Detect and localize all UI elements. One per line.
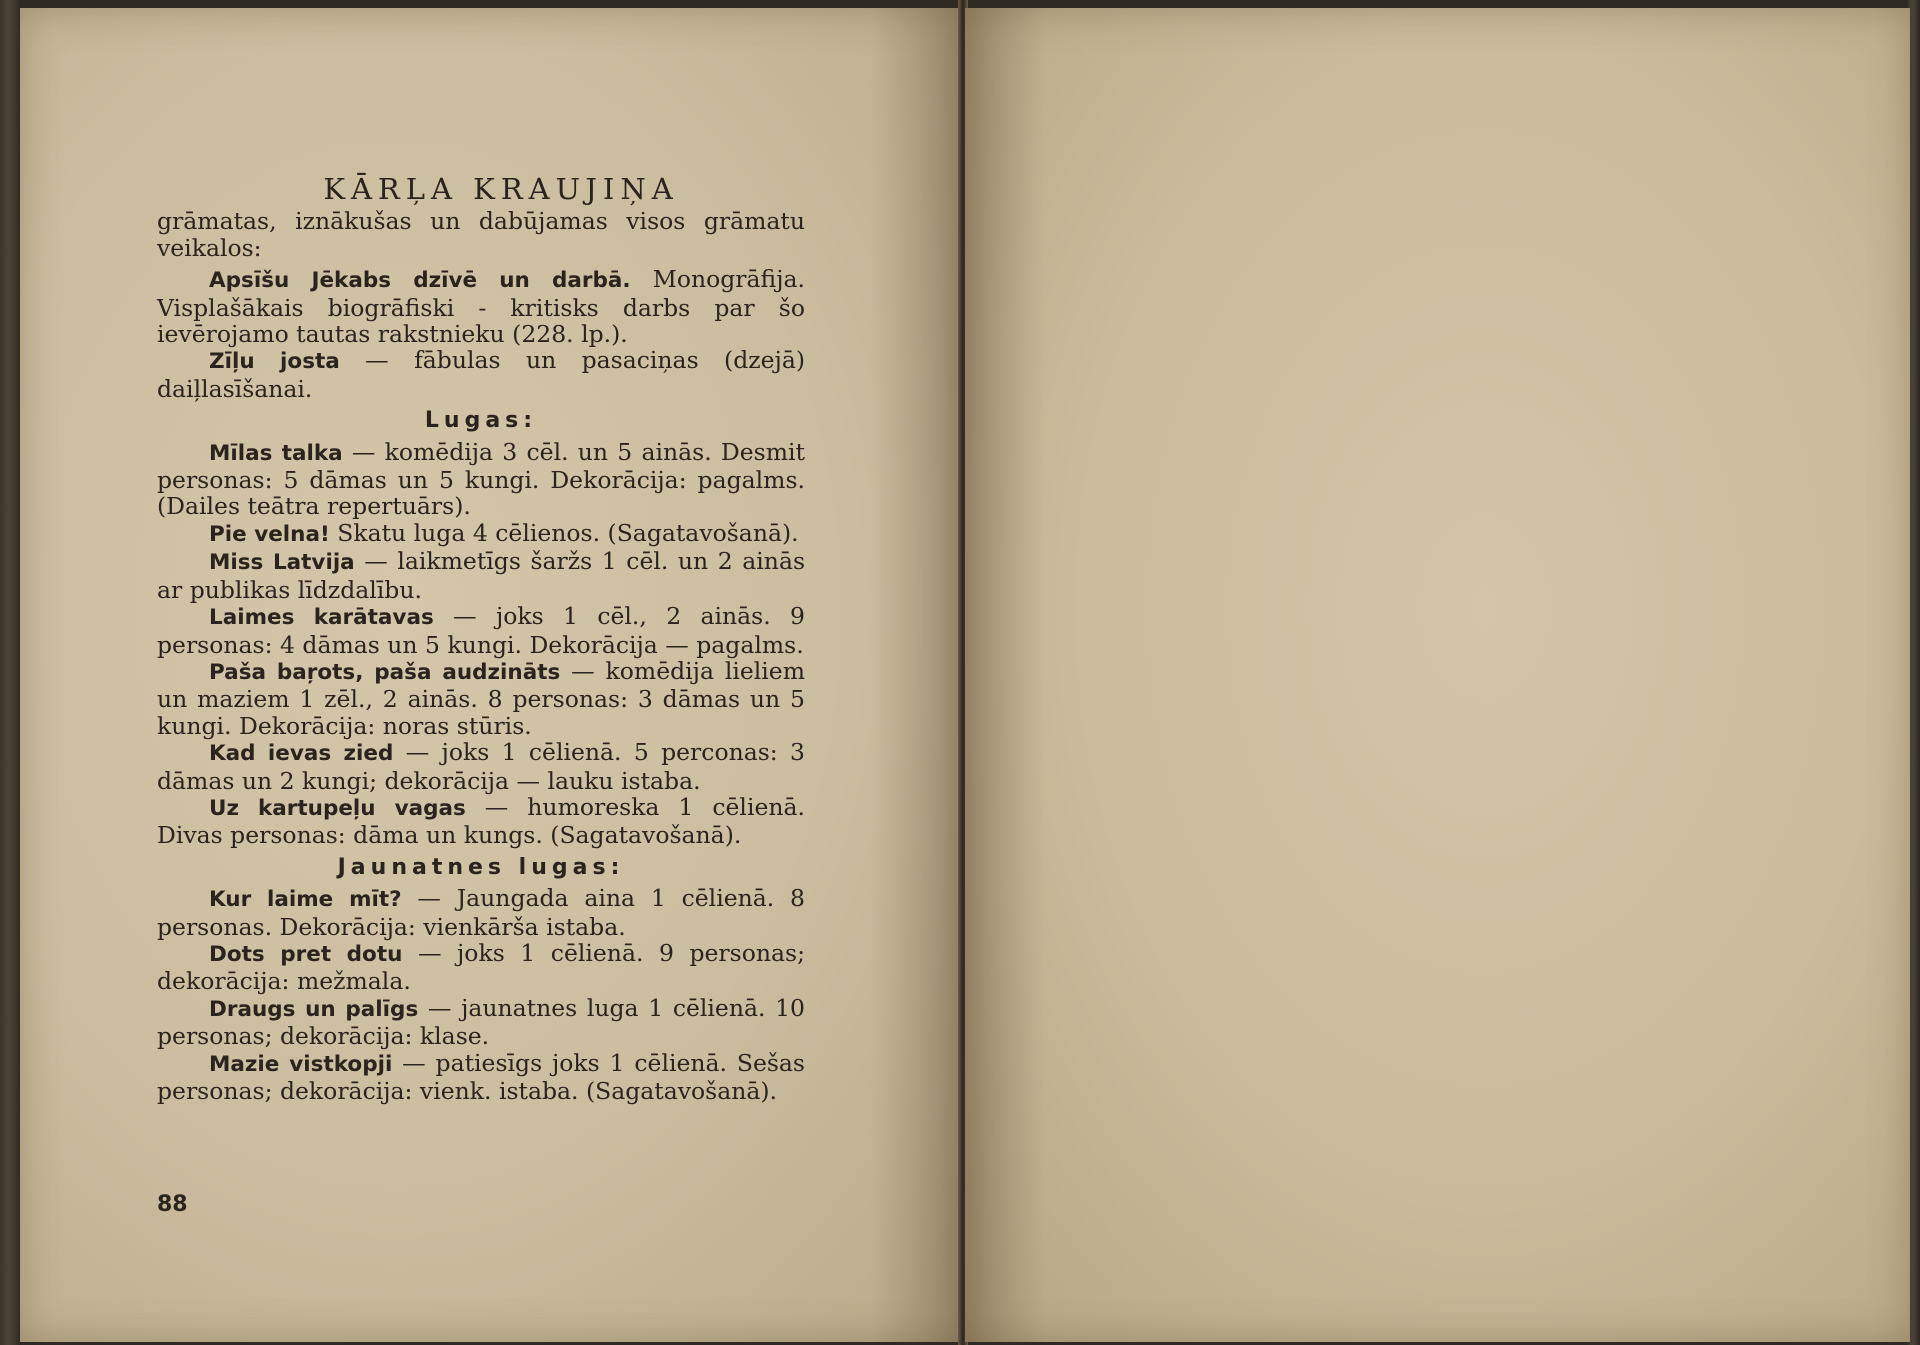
play-entry (157, 603, 805, 658)
entry-text: — jaunatnes luga 1 cēlienā. 10 personas; dekorācija: klase. (157, 993, 806, 1051)
entry-title: Apsīšu Jēkabs dzīvē un darbā. (209, 268, 631, 294)
entry-text: Skatu luga 4 cēlienos. (Sagatavošanā). (329, 518, 799, 547)
entry-text: — komēdija 3 cēl. un 5 ainās. Desmit personas: 5 dāmas un 5 kungi. Dekorācija: pagalms. (Dailes teātra repertuārs). (157, 437, 805, 521)
entry-title: Dots pret dotu (209, 941, 403, 967)
entry-title: Pie velna! (209, 521, 330, 547)
play-entry (157, 794, 805, 849)
entry-title: Miss Latvija (209, 550, 355, 576)
youth-play-entry (157, 940, 805, 995)
entry-text: — joks 1 cēlienā. 5 perconas: 3 dāmas un 2 kungi; dekorācija — lauku istaba. (157, 738, 805, 795)
entry-text: — patiesīgs joks 1 cēlienā. Sešas personas; dekorācija: vienk. istaba. (Sagatavošanā). (157, 1048, 805, 1105)
entry-text: — Jaungada aina 1 cēlienā. 8 personas. Dekorācija: vienkārša istaba. (157, 884, 805, 941)
entry-title: Draugs un palīgs (209, 996, 419, 1022)
play-entry (157, 739, 805, 794)
play-entry (157, 658, 805, 739)
entry-title: Mazie vistkopji (209, 1051, 393, 1077)
page-heading: KĀRĻA KRAUJIŅA (323, 172, 679, 206)
left-page-text (157, 172, 806, 1105)
play-entry (157, 439, 805, 520)
page-number: 88 (157, 1192, 188, 1217)
youth-play-entry (157, 995, 805, 1050)
book-entry (157, 266, 805, 347)
entry-text: — fābulas un pasaciņas (dzejā) daiļlasīšanai. (157, 346, 805, 403)
entry-text: — joks 1 cēl., 2 ainās. 9 personas: 4 dāmas un 5 kungi. Dekorācija — pagalms. (157, 602, 805, 659)
youth-play-entry (157, 885, 805, 940)
youth-play-entry (157, 1050, 805, 1105)
play-entry (157, 548, 805, 603)
entry-title: Kur laime mīt? (209, 887, 402, 913)
entry-title: Uz kartupeļu vagas (209, 795, 466, 821)
entry-title: Mīlas talka (209, 440, 343, 466)
entry-title: Zīļu josta (209, 349, 340, 375)
entry-title: Laimes karātavas (209, 605, 434, 631)
play-entry (157, 520, 805, 548)
entry-text: Monogrāfija. Visplašākais biogrāfiski - kritisks darbs par šo ievērojamo tautas rakstnieku (228. lp.). (157, 265, 805, 349)
entry-text: — komēdija lieliem un maziem 1 zēl., 2 ainās. 8 personas: 3 dāmas un 5 kungi. Dekorācija: noras stūris. (157, 656, 805, 740)
section-title-youth-plays: Jaunatnes lugas: (337, 854, 625, 880)
cover-edge-left (0, 0, 22, 1345)
intro-text: grāmatas, iznākušas un dabūjamas visos grāmatu veikalos: (157, 207, 805, 262)
book-entry (157, 347, 805, 402)
right-page-blank (965, 8, 1910, 1342)
entry-text: — laikmetīgs šaržs 1 cēl. un 2 ainās ar publikas līdzdalību. (157, 547, 806, 604)
entry-title: Paša baŗots, paša audzināts (209, 659, 561, 685)
entry-text: — joks 1 cēlienā. 9 personas; dekorācija: mežmala. (157, 938, 805, 996)
entry-title: Kad ievas zied (209, 741, 394, 767)
section-title-plays: Lugas: (424, 408, 538, 434)
entry-text: — humoreska 1 cēlienā. Divas personas: dāma un kungs. (Sagatavošanā). (157, 792, 805, 850)
